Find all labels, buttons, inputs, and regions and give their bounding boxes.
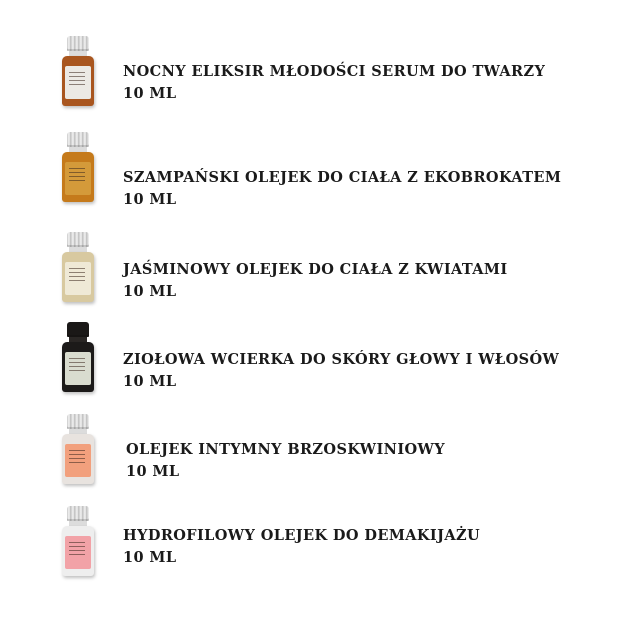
makeup-remover-bottle-icon [60,506,96,576]
gold-oil-bottle-icon [60,132,96,202]
product-name: ZIOŁOWA WCIERKA DO SKÓRY GŁOWY I WŁOSÓW [123,351,560,368]
product-size: 10 ML [123,85,177,102]
product-size: 10 ML [123,549,177,566]
product-size: 10 ML [123,191,177,208]
product-name: HYDROFILOWY OLEJEK DO DEMAKIJAŻU [123,527,481,544]
product-size: 10 ML [123,283,177,300]
product-size: 10 ML [126,463,180,480]
product-name: JAŚMINOWY OLEJEK DO CIAŁA Z KWIATAMI [123,261,508,278]
product-name: NOCNY ELIKSIR MŁODOŚCI SERUM DO TWARZY [123,63,546,80]
jasmine-oil-bottle-icon [60,232,96,302]
herbal-scalp-bottle-icon [60,322,96,392]
product-name: OLEJEK INTYMNY BRZOSKWINIOWY [126,441,445,458]
product-size: 10 ML [123,373,177,390]
peach-oil-bottle-icon [60,414,96,484]
amber-serum-bottle-icon [60,36,96,106]
product-name: SZAMPAŃSKI OLEJEK DO CIAŁA Z EKOBROKATEM [123,169,562,186]
